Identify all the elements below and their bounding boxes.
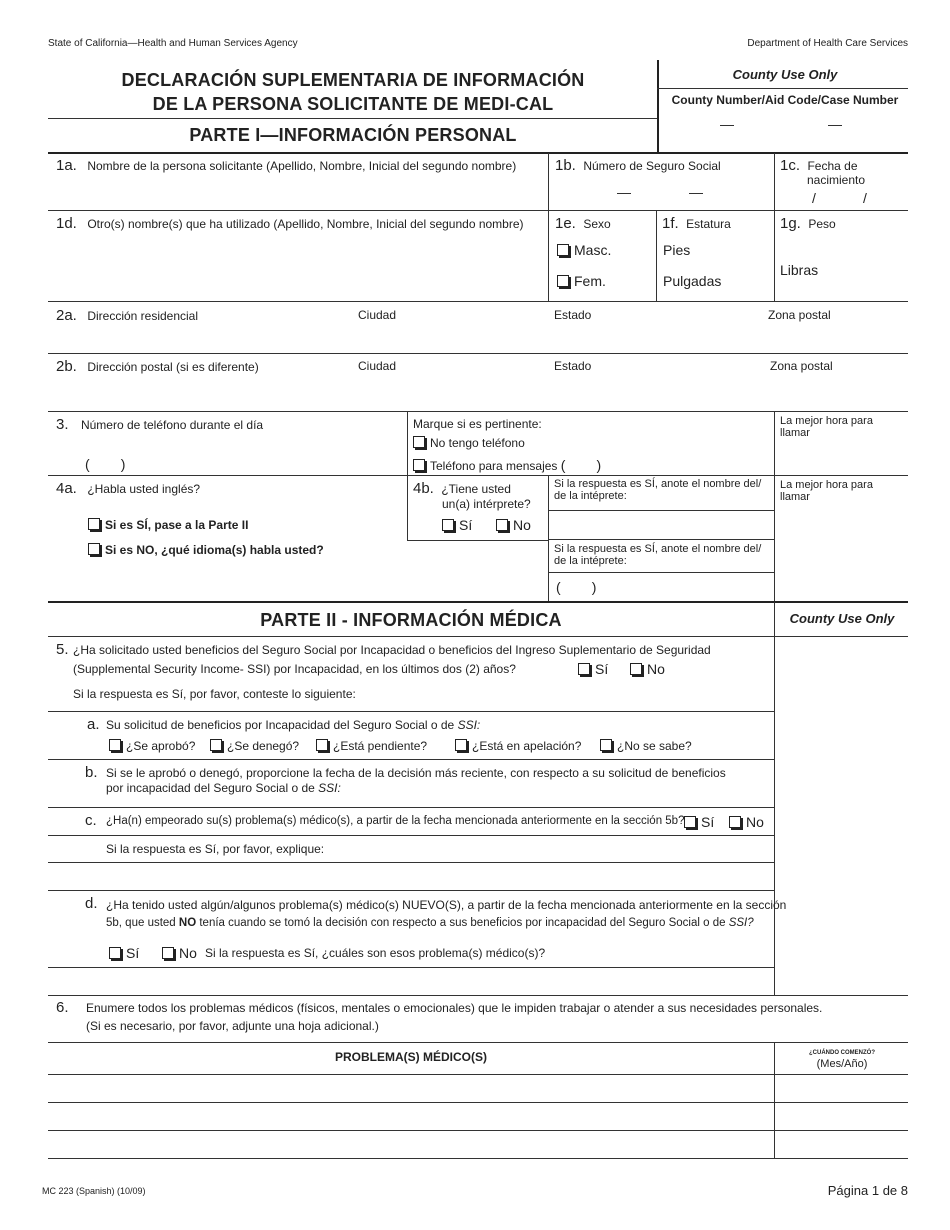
birthdate-slash-2: / [863, 190, 867, 206]
col-problems-header: PROBLEMA(S) MÉDICO(S) [335, 1050, 487, 1064]
q5-number: 5. [56, 641, 69, 658]
height-inches-label[interactable]: Pulgadas [663, 273, 722, 289]
county-number-label: County Number/Aid Code/Case Number [671, 93, 899, 107]
form-title-line2: DE LA PERSONA SOLICITANTE DE MEDI-CAL [152, 94, 554, 114]
birthdate-label-2: nacimiento [807, 173, 866, 187]
part2-county-use-label: County Use Only [789, 611, 895, 626]
q5b-line1: Si se le aprobó o denegó, proporcione la fecha de la decisión más reciente, con respecto a su solicitud de beneficios [106, 766, 726, 780]
case-number-dash-1: — [720, 116, 734, 132]
field-1b[interactable]: 1b. Número de Seguro Social [555, 157, 721, 174]
q6-number: 6. [56, 999, 69, 1016]
problem-row-1[interactable] [48, 1074, 908, 1075]
interpreter-no-checkbox[interactable]: No [496, 517, 531, 533]
field-2a[interactable]: 2a. Dirección residencial [56, 307, 199, 324]
page-number: Página 1 de 8 [827, 1183, 908, 1198]
q5-line2: (Supplemental Security Income- SSI) por Incapacidad, en los últimos dos (2) años? [73, 662, 516, 676]
ssn-dash-2: — [689, 184, 703, 200]
q5a-text: Su solicitud de beneficios por Incapacidad del Seguro Social o de SSI: [106, 718, 481, 732]
mark-if-label: Marque si es pertinente: [413, 417, 542, 431]
department-name: Department of Health Care Services [747, 38, 908, 49]
q6-line2: (Si es necesario, por favor, adjunte una hoja adicional.) [86, 1019, 379, 1033]
field-1a[interactable]: 1a. Nombre de la persona solicitante (Apellido, Nombre, Inicial del segundo nombre) [56, 157, 517, 174]
english-no-checkbox[interactable]: Si es NO, ¿qué idioma(s) habla usted? [88, 543, 324, 557]
interpreter-phone[interactable]: ( ) [556, 579, 597, 595]
part1-title: PARTE I—INFORMACIÓN PERSONAL [189, 125, 517, 145]
case-number-dash-2: — [828, 116, 842, 132]
weight-pounds-label[interactable]: Libras [780, 262, 819, 278]
field-1d[interactable]: 1d. Otro(s) nombre(s) que ha utilizado (Apellido, Nombre, Inicial del segundo nombre) [56, 215, 524, 232]
q5d-yes-checkbox[interactable]: Sí [109, 945, 139, 961]
q5-line3: Si la respuesta es Sí, por favor, conteste lo siguiente: [73, 687, 356, 701]
q5a-approved-checkbox[interactable]: ¿Se aprobó? [109, 739, 195, 753]
q5a-appeal-checkbox[interactable]: ¿Está en apelación? [455, 739, 581, 753]
q5b-line2: por incapacidad del Seguro Social o de SSI: [106, 781, 341, 795]
col-when-header: ¿CUÁNDO COMENZÓ? [809, 1050, 875, 1056]
height-feet-label[interactable]: Pies [663, 242, 691, 258]
field-1c[interactable]: 1c. Fecha de [780, 157, 858, 174]
interpreter-label-2: un(a) intérprete? [442, 497, 531, 511]
q5a-pending-checkbox[interactable]: ¿Está pendiente? [316, 739, 427, 753]
city-label-2a: Ciudad [358, 308, 397, 322]
interpreter-yes-checkbox[interactable]: Sí [442, 517, 472, 533]
field-1f: 1f. Estatura [662, 215, 731, 232]
q6-line1: Enumere todos los problemas médicos (físicos, mentales o emocionales) que le impiden trabajar o atender a sus necesidades personales. [86, 1001, 823, 1015]
state-label-2a: Estado [554, 308, 592, 322]
q5d-no-checkbox[interactable]: No [162, 945, 197, 961]
phone-area-code[interactable]: ( ) [85, 456, 126, 472]
q5-no-checkbox[interactable]: No [630, 661, 665, 677]
q5-yes-checkbox[interactable]: Sí [578, 661, 608, 677]
problem-row-3[interactable] [48, 1130, 908, 1131]
q5d-which: Si la respuesta es Sí, ¿cuáles son esos problema(s) médico(s)? [205, 946, 546, 960]
state-label-2b: Estado [554, 359, 592, 373]
q5d-line1: ¿Ha tenido usted algún/algunos problema(s) médico(s) NUEVO(S), a partir de la fecha mencionada anteriormente en la sección [106, 898, 787, 912]
q5b-letter: b. [85, 764, 98, 781]
best-time-label-1: La mejor hora para llamar [780, 415, 873, 439]
q5c-explain: Si la respuesta es Sí, por favor, explique: [106, 842, 325, 856]
q5d-letter: d. [85, 895, 98, 912]
q5d-line2: 5b, que usted NO tenía cuando se tomó la decisión con respecto a sus beneficios por incapacidad del Seguro Social o de SSI? [106, 917, 754, 929]
col-when-subheader: (Mes/Año) [816, 1058, 868, 1070]
best-time-label-2: La mejor hora para llamar [780, 479, 873, 503]
english-yes-checkbox[interactable]: Si es SÍ, pase a la Parte II [88, 518, 248, 532]
q5c-yes-checkbox[interactable]: Sí [684, 814, 714, 830]
agency-name: State of California—Health and Human Services Agency [48, 38, 298, 49]
problem-row-2[interactable] [48, 1102, 908, 1103]
field-1e: 1e. Sexo [555, 215, 611, 232]
q5a-denied-checkbox[interactable]: ¿Se denegó? [210, 739, 299, 753]
message-phone-checkbox[interactable]: Teléfono para mensajes ( ) [413, 457, 601, 473]
q5c-letter: c. [85, 812, 97, 829]
field-4a: 4a. ¿Habla usted inglés? [56, 480, 201, 497]
interpreter-name-label-1: Si la respuesta es SÍ, anote el nombre del/ de la intéprete: [554, 478, 762, 502]
q5-line1: ¿Ha solicitado usted beneficios del Seguro Social por Incapacidad o beneficios del Ingreso Suplementario de Seguridad [73, 643, 711, 657]
field-3[interactable]: 3. Número de teléfono durante el día [56, 416, 264, 433]
q5c-text: ¿Ha(n) empeorado su(s) problema(s) médico(s), a partir de la fecha mencionada anteriormente en la sección 5b? [106, 815, 685, 827]
q5c-no-checkbox[interactable]: No [729, 814, 764, 830]
problem-row-4[interactable] [48, 1158, 908, 1159]
q5a-unknown-checkbox[interactable]: ¿No se sabe? [600, 739, 692, 753]
form-title-line1: DECLARACIÓN SUPLEMENTARIA DE INFORMACIÓN [121, 70, 585, 90]
sex-male-checkbox[interactable]: Masc. [557, 242, 611, 258]
sex-female-checkbox[interactable]: Fem. [557, 273, 606, 289]
birthdate-slash-1: / [812, 190, 816, 206]
q5a-letter: a. [87, 716, 100, 733]
field-1g: 1g. Peso [780, 215, 836, 232]
interpreter-name-label-2: Si la respuesta es SÍ, anote el nombre del/ de la intéprete: [554, 543, 762, 567]
field-2b[interactable]: 2b. Dirección postal (si es diferente) [56, 358, 259, 375]
county-use-label: County Use Only [732, 67, 838, 82]
zip-label-2a: Zona postal [768, 308, 831, 322]
ssn-dash-1: — [617, 184, 631, 200]
part2-title: PARTE II - INFORMACIÓN MÉDICA [260, 610, 562, 630]
city-label-2b: Ciudad [358, 359, 397, 373]
field-4b: 4b. ¿Tiene usted [413, 480, 511, 497]
zip-label-2b: Zona postal [770, 359, 833, 373]
no-phone-checkbox[interactable]: No tengo teléfono [413, 436, 525, 450]
form-id: MC 223 (Spanish) (10/09) [42, 1186, 146, 1196]
